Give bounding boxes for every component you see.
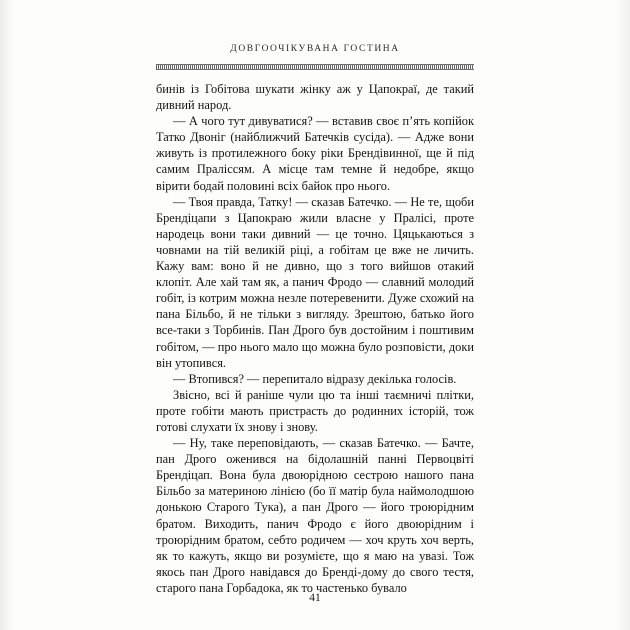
paragraph: — Твоя правда, Татку! — сказав Батечко. — Не те, щоби Брендіцапи з Цапокраю жили власне у Пралісі, проте народець вони таки дивний — це точно. Цяцькаються з човнами на тій великій ріці, а гобітам це вже не личить. Кажу вам: воно й не дивно, що з того вийшов отакий клопіт. Але хай там як, а панич Фродо — славний молодий гобіт, із котрим можна незле потеревенити. Дуже схожий на пана Більбо, й не тільки з вигляду. Зрештою, батько його все-таки з Торбинів. Пан Дрого був достойним і поштивим гобітом, — про нього мало що можна було розповісти, доки він утопився. [156,194,474,370]
header-rule-ornament [156,64,474,70]
body-text [156,81,474,596]
paragraph: — Ну, таке переповідають, — сказав Батечко. — Бачте, пан Дрого оженився на бідолашній панні Первоцвіті Брендіцап. Вона була двоюрідною сестрою нашого пана Більбо за материною лінією (бо її матір була наймолодшою донькою Старого Тука), а пан Дрого — його троюрідним братом. Виходить, панич Фродо є його двоюрідним і троюрідним братом, себто родичем — хоч круть хоч верть, як то кажуть, якщо ви розумієте, що я маю на увазі. Тож якось пан Дрого навідався до Бренді-дому до свого тестя, старого пана Горбадока, як то частенько бувало [156,436,474,595]
paragraph: — А чого тут дивуватися? — вставив своє п’ять копійок Татко Двоніг (найближчий Батечків сусіда). — Адже вони живуть із протилежного боку ріки Брендівинної, ще й під самим Праліссям. А місце там темне й недобре, якщо вірити бодай половині всіх байок про нього. [156,114,474,193]
page-edge-right [616,0,630,630]
page-edge-left [0,0,14,630]
paragraph: — Втопився? — перепитало відразу декілька голосів. [173,371,457,386]
paragraph: Звісно, всі й раніше чули цю та інші таємничі плітки, проте гобіти мають пристрасть до родинних історій, тож готові слухати їх знову і знову. [156,387,474,434]
text-block [156,44,474,596]
page-number: 41 [309,592,321,604]
paragraph: бинів із Гобітова шукати жінку аж у Цапокраї, де такий дивний народ. [156,82,474,113]
running-head: ДОВГООЧІКУВАНА ГОСТИНА [230,44,400,54]
